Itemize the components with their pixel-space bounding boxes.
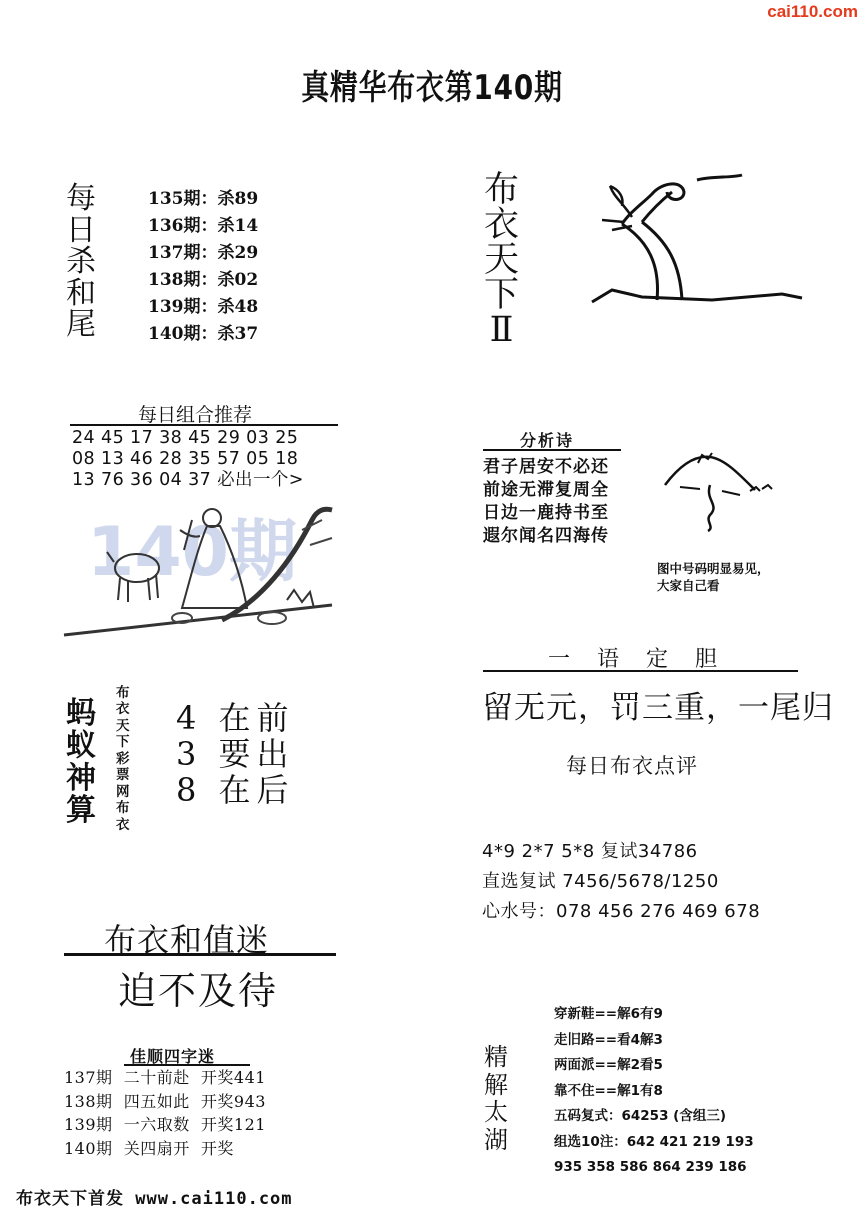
list-item: 穿新鞋==解6有9 — [554, 1006, 663, 1022]
combo-row: 08 13 46 28 35 57 05 18 — [72, 449, 299, 469]
list-item: 137期 二十前赴 开奖441 — [64, 1068, 266, 1087]
mystery-answer: 迫不及待 — [118, 969, 279, 1013]
combo-row: 24 45 17 38 45 29 03 25 — [72, 428, 299, 448]
mystery-divider — [64, 953, 336, 956]
fenxi-poem — [483, 456, 609, 548]
buyi-tianxia-label: 布 衣 天 下 Ⅱ — [484, 170, 520, 350]
poem-line: 日边一鹿持书至 — [483, 503, 609, 523]
list-item: 138期 四五如此 开奖943 — [64, 1091, 266, 1111]
list-item: 心水号：078 456 276 469 678 — [482, 901, 761, 922]
ant-row: 4 在前 — [176, 699, 295, 737]
yiyu-divider — [483, 670, 798, 672]
fenxi-caption: 图中号码明显易见， 大家自己看 — [657, 561, 770, 593]
ant-label: 蚂 蚁 神 算 — [66, 696, 96, 829]
list-item: 靠不住==解1有8 — [554, 1082, 663, 1099]
list-item: 4*9 2*7 5*8 复试34786 — [482, 841, 698, 862]
mountain-sketch-image — [660, 445, 790, 535]
list-item: 组选10注：642 421 219 193 — [554, 1133, 754, 1150]
page-title: 真精华布衣第140期 — [301, 68, 563, 108]
illustration-watermark-text: 140期 — [87, 513, 297, 592]
combo-numbers — [72, 428, 304, 491]
ant-row: 8 在后 — [176, 771, 295, 809]
list-item: 935 358 586 864 239 186 — [554, 1159, 747, 1175]
puzzle4-heading: 佳顺四字迷 — [130, 1047, 216, 1066]
fenxi-divider — [483, 449, 621, 451]
list-item: 140期：杀37 — [148, 324, 259, 344]
fenxi-heading: 分析诗 — [520, 431, 575, 450]
yiyu-text: 留无元，罚三重，一尾归 — [482, 690, 834, 726]
tree-sketch-image — [572, 172, 812, 310]
poem-line: 遐尔闻名四海传 — [483, 526, 609, 546]
dianping-lines — [482, 837, 760, 927]
list-item: 两面派==解2看5 — [554, 1057, 663, 1073]
combo-heading: 每日组合推荐 — [137, 404, 252, 426]
list-item: 直选复试 7456/5678/1250 — [482, 871, 719, 892]
mystery-title: 布衣和值迷 — [104, 921, 270, 959]
list-item: 135期：杀89 — [148, 189, 259, 209]
combo-row: 13 76 36 04 37 必出一个> — [72, 470, 304, 490]
footer-site-link[interactable]: 布衣天下首发 www.cai110.com — [16, 1189, 293, 1209]
ant-side-label: 布 衣 天 下 彩 票 网 布 衣 — [116, 685, 130, 833]
jingjie-list — [554, 1002, 754, 1181]
sage-illustration-image — [62, 490, 344, 640]
jingjie-label: 精 解 太 湖 — [484, 1043, 508, 1154]
poem-line: 君子居安不必还 — [483, 457, 609, 477]
dianping-heading: 每日布衣点评 — [566, 754, 698, 778]
ant-row: 3 要出 — [176, 735, 295, 773]
ant-rows — [176, 700, 295, 808]
list-item: 138期：杀02 — [148, 270, 259, 290]
meirishahe-label: 每 日 杀 和 尾 — [66, 181, 96, 342]
puzzle4-list — [64, 1066, 266, 1160]
list-item: 136期：杀14 — [148, 216, 259, 236]
site-watermark: cai110.com — [767, 2, 858, 21]
combo-divider — [70, 424, 338, 426]
meirishahe-list — [148, 186, 258, 348]
list-item: 139期：杀48 — [148, 297, 259, 317]
poem-line: 前途无滞复周全 — [483, 480, 609, 500]
list-item: 140期 关四扇开 开奖 — [64, 1138, 234, 1158]
list-item: 139期 一六取数 开奖121 — [64, 1115, 266, 1134]
list-item: 137期：杀29 — [148, 243, 259, 263]
list-item: 走旧路==看4解3 — [554, 1031, 663, 1048]
list-item: 五码复式：64253 (含组三) — [554, 1108, 727, 1124]
yiyu-heading: 一 语 定 胆 — [548, 647, 727, 672]
